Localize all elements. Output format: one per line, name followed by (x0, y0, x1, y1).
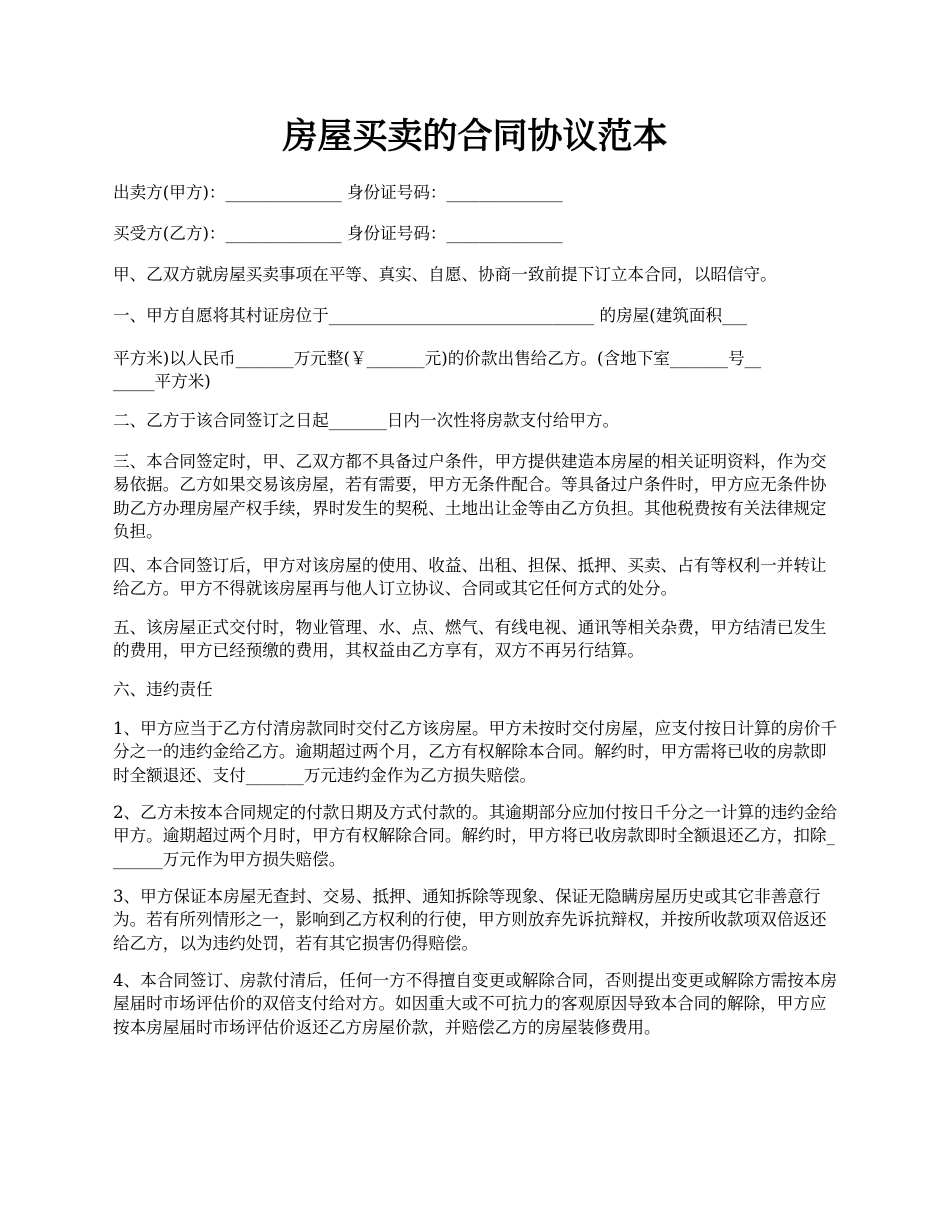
clause-1-line-1: 一、甲方自愿将其村证房位于________________________________ 的房屋(建筑面积___ (113, 306, 748, 325)
buyer-line: 买受方(乙方)：______________ 身份证号码：______________ (113, 224, 563, 243)
seller-line: 出卖方(甲方)：______________ 身份证号码：______________ (113, 183, 563, 202)
intro-paragraph: 甲、乙双方就房屋买卖事项在平等、真实、自愿、协商一致前提下订立本合同，以昭信守。 (113, 265, 777, 284)
breach-clause-4: 4、本合同签订、房款付清后，任何一方不得擅自变更或解除合同，否则提出变更或解除方需按本房屋届时市场评估价的双倍支付给对方。如因重大或不可抗力的客观原因导致本合同的解除，甲方应按本房屋届时市场评估价返还乙方房屋价款，并赔偿乙方的房屋装修费用。 (113, 971, 838, 1037)
clause-1-line-3: _____平方米) (113, 372, 211, 391)
clause-4: 四、本合同签订后，甲方对该房屋的使用、收益、出租、担保、抵押、买卖、占有等权利一并转让给乙方。甲方不得就该房屋再与他人订立协议、合同或其它任何方式的处分。 (113, 556, 827, 599)
clause-1-line-2: 平方米)以人民币_______万元整(￥_______元)的价款出售给乙方。(含地下室_______号__ (113, 349, 762, 368)
clause-6-heading: 六、违约责任 (113, 680, 213, 699)
breach-clause-1: 1、甲方应当于乙方付清房款同时交付乙方该房屋。甲方未按时交付房屋，应支付按日计算的房价千分之一的违约金给乙方。逾期超过两个月，乙方有权解除本合同。解约时，甲方需将已收的房款即时全额退还、支付_______万元违约金作为乙方损失赔偿。 (113, 719, 838, 785)
document-title: 房屋买卖的合同协议范本 (282, 116, 668, 157)
clause-5: 五、该房屋正式交付时，物业管理、水、点、燃气、有线电视、通讯等相关杂费，甲方结清已发生的费用，甲方已经预缴的费用，其权益由乙方享有，双方不再另行结算。 (113, 618, 827, 661)
breach-clause-2: 2、乙方未按本合同规定的付款日期及方式付款的。其逾期部分应加付按日千分之一计算的违约金给甲方。逾期超过两个月时，甲方有权解除合同。解约时，甲方将已收房款即时全额退还乙方，扣除_______万元作为甲方损失赔偿。 (113, 803, 838, 869)
breach-clause-3: 3、甲方保证本房屋无查封、交易、抵押、通知拆除等现象、保证无隐瞒房屋历史或其它非善意行为。若有所列情形之一，影响到乙方权利的行使，甲方则放弃先诉抗辩权，并按所收款项双倍返还给乙方，以为违约处罚，若有其它损害仍得赔偿。 (113, 887, 827, 953)
clause-3: 三、本合同签定时，甲、乙双方都不具备过户条件，甲方提供建造本房屋的相关证明资料，作为交易依据。乙方如果交易该房屋，若有需要，甲方无条件配合。等具备过户条件时，甲方应无条件协助乙方办理房屋产权手续，界时发生的契税、土地出让金等由乙方负担。其他税费按有关法律规定负担。 (113, 452, 827, 541)
clause-2: 二、乙方于该合同签订之日起_______日内一次性将房款支付给甲方。 (113, 411, 620, 430)
